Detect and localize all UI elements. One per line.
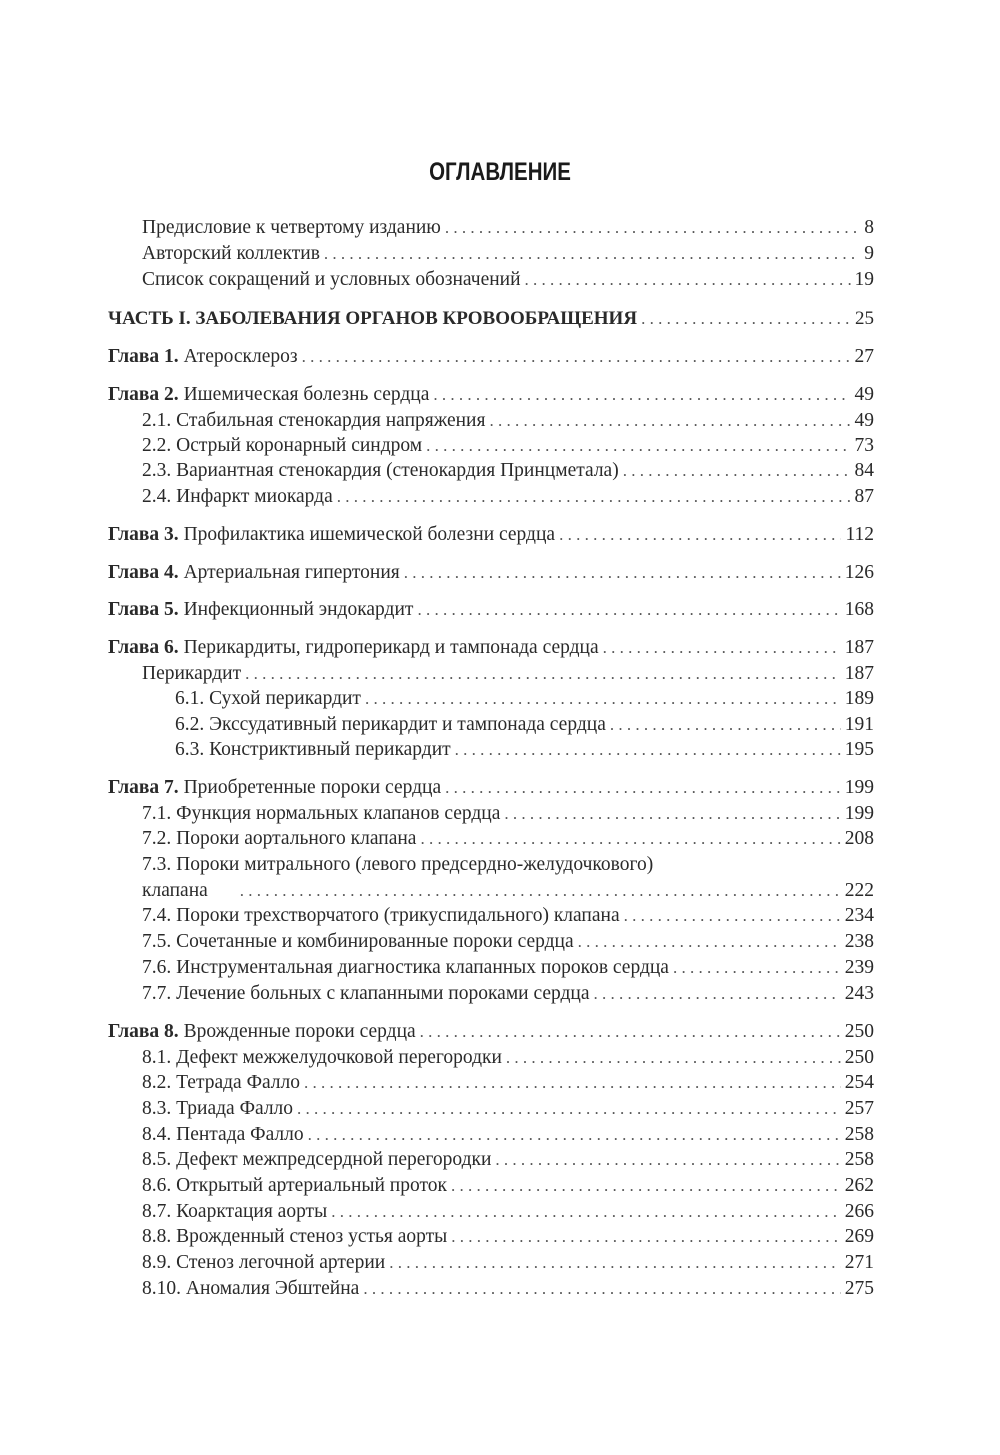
section-title: 8.6. Открытый артериальный проток (142, 1175, 447, 1196)
dot-leader (455, 737, 841, 763)
section-page: 250 (844, 1047, 874, 1068)
section-title: 8.2. Тетрада Фалло (142, 1072, 301, 1093)
section-title: 7.2. Пороки аортального клапана (142, 828, 417, 849)
section-title: 8.3. Триада Фалло (142, 1098, 294, 1119)
dot-leader (451, 1224, 840, 1250)
toc-section-8-6[interactable] (142, 1173, 874, 1199)
chapter-page: 126 (844, 562, 874, 583)
section-page: 208 (844, 828, 874, 849)
toc-subheading-pericarditis[interactable] (142, 661, 874, 687)
toc-section-8-9[interactable] (142, 1250, 874, 1276)
section-page: 262 (844, 1175, 874, 1196)
section-page: 87 (854, 486, 874, 507)
chapter-page: 168 (844, 599, 874, 620)
section-page: 73 (854, 435, 874, 456)
toc-section-7-4[interactable] (142, 903, 874, 929)
toc-section-7-5[interactable] (142, 929, 874, 955)
dot-leader (245, 661, 841, 687)
part-title: ЧАСТЬ I. ЗАБОЛЕВАНИЯ ОРГАНОВ КРОВООБРАЩЕНИЯ (108, 308, 638, 329)
section-title: 6.3. Констриктивный перикардит (175, 739, 451, 760)
chapter-label: Глава 2. (108, 384, 179, 405)
section-title: 2.4. Инфаркт миокарда (142, 486, 333, 507)
entry-page: 9 (864, 243, 874, 264)
dot-leader (433, 382, 850, 408)
toc-section-8-5[interactable] (142, 1147, 874, 1173)
section-page: 257 (844, 1098, 874, 1119)
chapter-label: Глава 5. (108, 599, 179, 620)
section-title: 2.2. Острый коронарный синдром (142, 435, 423, 456)
toc-section-7-7[interactable] (142, 981, 874, 1007)
section-title: 8.8. Врожденный стеноз устья аорты (142, 1226, 448, 1247)
dot-leader (445, 215, 860, 241)
toc-chapter-7[interactable] (108, 775, 874, 801)
dot-leader (525, 267, 851, 293)
section-page: 49 (854, 410, 874, 431)
dot-leader (420, 826, 840, 852)
section-page: 234 (844, 905, 874, 926)
dot-leader (641, 306, 851, 332)
toc-section-8-8[interactable] (142, 1224, 874, 1250)
chapter-label: Глава 3. (108, 524, 179, 545)
dot-leader (673, 955, 841, 981)
dot-leader (331, 1199, 841, 1225)
section-title-cont: клапана (142, 880, 208, 901)
section-page: 222 (844, 880, 874, 901)
toc-chapter-2[interactable] (108, 382, 874, 408)
chapter-page: 49 (854, 384, 874, 405)
section-title: 7.1. Функция нормальных клапанов сердца (142, 803, 501, 824)
section-title: 8.1. Дефект межжелудочковой перегородки (142, 1047, 502, 1068)
chapter-label: Глава 1. (108, 346, 179, 367)
section-page: 239 (844, 957, 874, 978)
chapter-page: 250 (844, 1021, 874, 1042)
chapter-title: Ишемическая болезнь сердца (183, 384, 430, 405)
dot-leader (559, 522, 841, 548)
chapter-title: Артериальная гипертония (183, 562, 400, 583)
chapter-page: 187 (844, 637, 874, 658)
dot-leader (337, 484, 851, 510)
section-title: 8.5. Дефект межпредсердной перегородки (142, 1149, 492, 1170)
toc-section-7-3-line1[interactable]: 7.3. Пороки митрального (левого предсердно-желудочкового) (142, 854, 654, 875)
dot-leader (495, 1147, 840, 1173)
section-page: 84 (854, 460, 874, 481)
dot-leader (417, 597, 840, 623)
page-title: ОГЛАВЛЕНИЕ (429, 158, 571, 186)
dot-leader (304, 1070, 841, 1096)
toc-section-2-4[interactable] (142, 484, 874, 510)
chapter-title: Врожденные пороки сердца (183, 1021, 416, 1042)
section-page: 199 (844, 803, 874, 824)
dot-leader (420, 1019, 841, 1045)
section-page: 238 (844, 931, 874, 952)
entry-title: Список сокращений и условных обозначений (142, 269, 521, 290)
toc-section-2-3[interactable] (142, 458, 874, 484)
dot-leader (506, 1045, 841, 1071)
section-title: 7.7. Лечение больных с клапанными пороками сердца (142, 983, 590, 1004)
section-page: 266 (844, 1201, 874, 1222)
dot-leader (308, 1122, 841, 1148)
dot-leader (363, 1276, 840, 1302)
toc-section-7-6[interactable] (142, 955, 874, 981)
chapter-title: Профилактика ишемической болезни сердца (183, 524, 556, 545)
dot-leader (324, 241, 860, 267)
toc-section-8-3[interactable] (142, 1096, 874, 1122)
dot-leader (594, 981, 841, 1007)
section-page: 243 (844, 983, 874, 1004)
section-page: 258 (844, 1124, 874, 1145)
section-title: 2.1. Стабильная стенокардия напряжения (142, 410, 486, 431)
dot-leader (603, 635, 841, 661)
dot-leader (445, 775, 841, 801)
section-page: 254 (844, 1072, 874, 1093)
section-title: 6.2. Экссудативный перикардит и тампонада сердца (175, 714, 606, 735)
dot-leader (365, 686, 841, 712)
dot-leader (624, 903, 841, 929)
toc-section-8-7[interactable] (142, 1199, 874, 1225)
section-page: 258 (844, 1149, 874, 1170)
entry-title: Авторский коллектив (142, 243, 320, 264)
section-title: 7.5. Сочетанные и комбинированные пороки сердца (142, 931, 574, 952)
dot-leader (240, 878, 841, 904)
toc-part-1[interactable] (108, 306, 874, 332)
section-title: 8.9. Стеноз легочной артерии (142, 1252, 386, 1273)
dot-leader (302, 344, 851, 370)
toc-chapter-6[interactable] (108, 635, 874, 661)
chapter-title: Инфекционный эндокардит (183, 599, 414, 620)
section-title: 8.4. Пентада Фалло (142, 1124, 304, 1145)
section-title: 8.10. Аномалия Эбштейна (142, 1278, 360, 1299)
section-title: 2.3. Вариантная стенокардия (стенокардия Принцметала) (142, 460, 619, 481)
chapter-title: Атеросклероз (183, 346, 298, 367)
section-page: 195 (844, 739, 874, 760)
dot-leader (404, 560, 841, 586)
section-page: 271 (844, 1252, 874, 1273)
toc-entry-preface[interactable] (142, 215, 874, 241)
toc-chapter-8[interactable] (108, 1019, 874, 1045)
toc-section-8-1[interactable] (142, 1045, 874, 1071)
section-title: 6.1. Сухой перикардит (175, 688, 361, 709)
section-title: 7.6. Инструментальная диагностика клапанных пороков сердца (142, 957, 669, 978)
toc-section-7-3[interactable] (142, 878, 874, 904)
dot-leader (489, 408, 850, 434)
toc-section-8-2[interactable] (142, 1070, 874, 1096)
section-title: 8.7. Коарктация аорты (142, 1201, 328, 1222)
dot-leader (504, 801, 840, 827)
toc-section-7-1[interactable] (142, 801, 874, 827)
chapter-label: Глава 4. (108, 562, 179, 583)
section-title: 7.4. Пороки трехстворчатого (трикуспидального) клапана (142, 905, 620, 926)
entry-page: 8 (864, 217, 874, 238)
chapter-label: Глава 7. (108, 777, 179, 798)
dot-leader (426, 433, 850, 459)
entry-page: 19 (854, 269, 874, 290)
chapter-label: Глава 8. (108, 1021, 179, 1042)
toc-chapter-5[interactable] (108, 597, 874, 623)
dot-leader (389, 1250, 841, 1276)
dot-leader (451, 1173, 841, 1199)
toc-chapter-4[interactable] (108, 560, 874, 586)
dot-leader (578, 929, 841, 955)
toc-section-6-1[interactable] (175, 686, 874, 712)
chapter-page: 112 (845, 524, 874, 545)
toc-section-8-4[interactable] (142, 1122, 874, 1148)
chapter-page: 199 (844, 777, 874, 798)
toc-section-2-1[interactable] (142, 408, 874, 434)
chapter-label: Глава 6. (108, 637, 179, 658)
toc-section-6-2[interactable] (175, 712, 874, 738)
chapter-title: Перикардиты, гидроперикард и тампонада сердца (183, 637, 599, 658)
section-page: 275 (844, 1278, 874, 1299)
subheading-title: Перикардит (142, 663, 242, 684)
dot-leader (610, 712, 841, 738)
toc-section-7-2[interactable] (142, 826, 874, 852)
toc-entry-abbreviations[interactable] (142, 267, 874, 293)
entry-title: Предисловие к четвертому изданию (142, 217, 441, 238)
section-page: 189 (844, 688, 874, 709)
dot-leader (623, 458, 851, 484)
subheading-page: 187 (844, 663, 874, 684)
section-page: 269 (844, 1226, 874, 1247)
toc-chapter-1[interactable] (108, 344, 874, 370)
toc-section-2-2[interactable] (142, 433, 874, 459)
toc-chapter-3[interactable] (108, 522, 874, 548)
chapter-page: 27 (854, 346, 874, 367)
toc-section-6-3[interactable] (175, 737, 874, 763)
dot-leader (297, 1096, 841, 1122)
toc-entry-authors[interactable] (142, 241, 874, 267)
part-page: 25 (855, 308, 874, 329)
toc-section-8-10[interactable] (142, 1276, 874, 1302)
section-page: 191 (844, 714, 874, 735)
chapter-title: Приобретенные пороки сердца (183, 777, 442, 798)
